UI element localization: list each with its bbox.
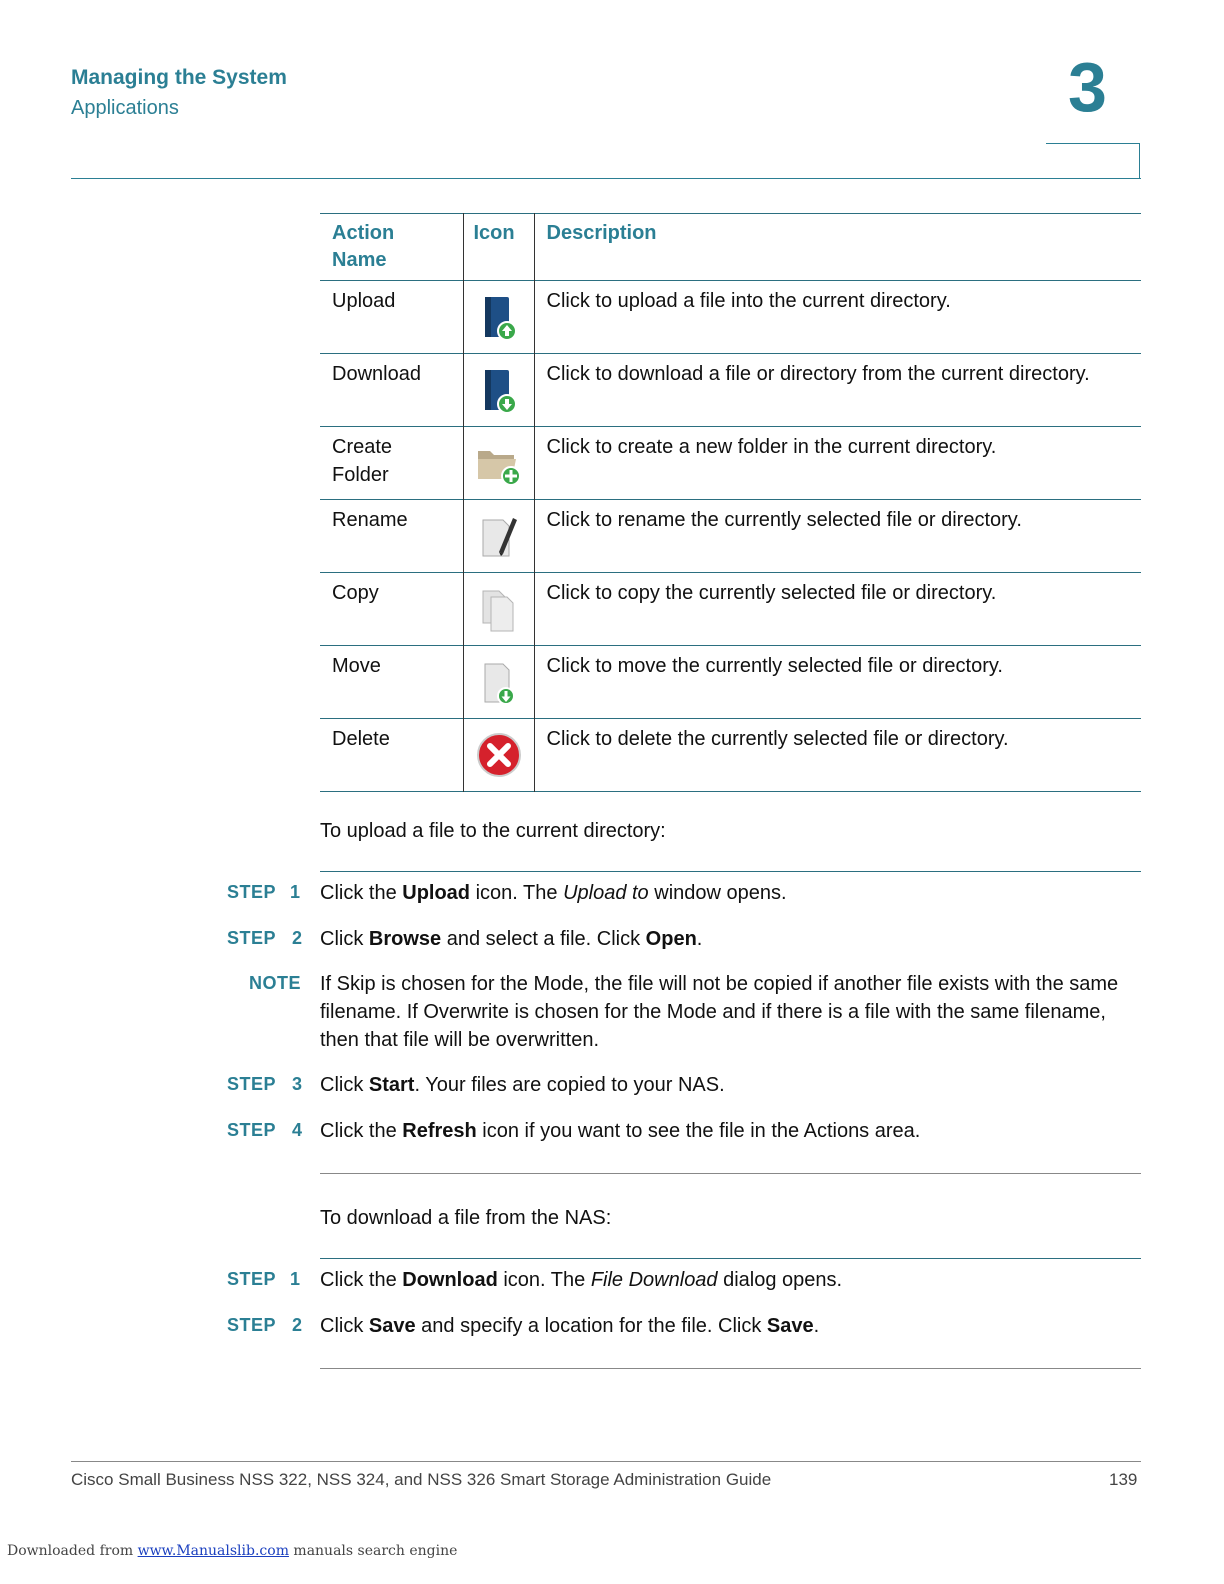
step-text: Click the Refresh icon if you want to see the file in the Actions area. xyxy=(320,1120,921,1142)
footer-rule xyxy=(71,1461,1141,1462)
step-number: 2 xyxy=(292,928,303,948)
table-row xyxy=(320,354,1141,427)
action-name: Create Folder xyxy=(320,427,463,500)
download-icon xyxy=(479,366,519,416)
step-label: STEP xyxy=(227,1074,277,1094)
chapter-number: 3 xyxy=(1068,48,1107,126)
step-number: 4 xyxy=(292,1120,303,1140)
column-header-icon: Icon xyxy=(463,214,534,281)
chapter-box xyxy=(1046,143,1140,178)
step-number: 1 xyxy=(290,882,301,902)
table-row xyxy=(320,427,1141,500)
action-name: Move xyxy=(320,646,463,719)
action-name: Upload xyxy=(320,281,463,354)
column-header-action: Action Name xyxy=(320,214,463,281)
column-header-description: Description xyxy=(546,222,657,244)
step-text: Click Save and specify a location for the file. Click Save. xyxy=(320,1315,820,1337)
table-row xyxy=(320,719,1141,792)
step-number: 3 xyxy=(292,1074,303,1094)
copy-icon xyxy=(477,585,521,635)
upload-intro: To upload a file to the current directory: xyxy=(320,820,666,842)
action-description: Click to upload a file into the current directory. xyxy=(546,290,951,312)
section-end-rule xyxy=(320,1368,1141,1369)
step-label: STEP xyxy=(227,1315,277,1335)
action-description: Click to copy the currently selected file or directory. xyxy=(546,582,997,604)
header-rule xyxy=(71,178,1141,179)
section-title: Managing the System xyxy=(71,66,287,89)
step-text: Click the Upload icon. The Upload to window opens. xyxy=(320,882,787,904)
action-name: Download xyxy=(320,354,463,427)
step-text: Click the Download icon. The File Download dialog opens. xyxy=(320,1269,843,1291)
table-row xyxy=(320,646,1141,719)
table-header-row xyxy=(320,214,1141,281)
action-name: Delete xyxy=(320,719,463,792)
step-number: 1 xyxy=(290,1269,301,1289)
actions-table xyxy=(320,213,1141,792)
table-row xyxy=(320,573,1141,646)
delete-icon xyxy=(475,731,523,779)
footer-guide-title: Cisco Small Business NSS 322, NSS 324, and NSS 326 Smart Storage Administration Guide xyxy=(71,1470,772,1489)
upload-icon xyxy=(479,293,519,343)
rename-icon xyxy=(477,512,521,562)
step-rule xyxy=(320,1258,1141,1259)
step-label: STEP xyxy=(227,1269,277,1289)
create-folder-icon xyxy=(474,439,524,489)
step-rule xyxy=(320,871,1141,872)
action-description: Click to rename the currently selected file or directory. xyxy=(546,509,1022,531)
table-row xyxy=(320,281,1141,354)
move-icon xyxy=(477,658,521,708)
table-row xyxy=(320,500,1141,573)
step-text: Click Start. Your files are copied to your NAS. xyxy=(320,1074,725,1096)
section-end-rule xyxy=(320,1173,1141,1174)
download-notice: Downloaded from www.Manualslib.com manuals search engine xyxy=(7,1543,458,1559)
section-subtitle: Applications xyxy=(71,97,179,119)
step-label: STEP xyxy=(227,882,277,902)
action-name: Rename xyxy=(320,500,463,573)
note-label: NOTE xyxy=(249,973,302,993)
note-text: If Skip is chosen for the Mode, the file will not be copied if another file exists with the same filename. If Overwrite is chosen for the Mode and if there is a file with the same filename, then that file will be overwritten. xyxy=(320,973,1119,1051)
download-intro: To download a file from the NAS: xyxy=(320,1207,612,1229)
step-label: STEP xyxy=(227,928,277,948)
action-name: Copy xyxy=(320,573,463,646)
step-number: 2 xyxy=(292,1315,303,1335)
step-text: Click Browse and select a file. Click Open. xyxy=(320,928,703,950)
page-number: 139 xyxy=(1109,1470,1138,1489)
action-description: Click to move the currently selected file or directory. xyxy=(546,655,1003,677)
action-description: Click to create a new folder in the current directory. xyxy=(546,436,997,458)
action-description: Click to delete the currently selected file or directory. xyxy=(546,728,1009,750)
manualslib-link[interactable]: www.Manualslib.com xyxy=(137,1543,289,1559)
step-label: STEP xyxy=(227,1120,277,1140)
action-description: Click to download a file or directory from the current directory. xyxy=(546,363,1090,385)
